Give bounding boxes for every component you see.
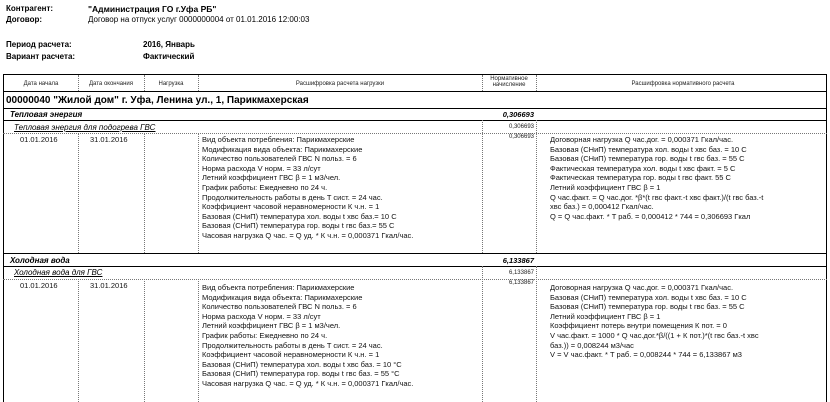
col-norm-calc: Расшифровка нормативного расчета <box>631 81 735 87</box>
cold-sub-value: 6,133867 <box>508 270 534 276</box>
cold-total: 6,133867 <box>502 256 534 265</box>
cold-end-date: 31.01.2016 <box>90 281 128 290</box>
cold-start-date: 01.01.2016 <box>20 281 58 290</box>
heat-total: 0,306693 <box>502 110 534 119</box>
cold-norm-calc: Договорная нагрузка Q час.дог. = 0,000371 Гкал/час. Базовая (СНиП) температура хол. воды t хвс баз. = 10 С Базовая (СНиП) температура гор. воды t гвс баз. = 55 С Летний коэффициент ГВС β = 1 Коэффициент потерь внутри помещения К пот. = 0 V час.факт. = 1000 * Q час.дог.*β/((1 + К пот.)*(t гвс баз.-t хвс баз.)) = 0,008244 м3/час V = V час.факт. * T раб. = 0,008244 * 744 = 6,133867 м3 <box>550 283 759 360</box>
contract-value: Договор на отпуск услуг 0000000004 от 01.01.2016 12:00:03 <box>88 15 310 24</box>
col-end-date: Дата окончания <box>88 81 133 87</box>
heat-start-date: 01.01.2016 <box>20 135 58 144</box>
contract-label: Договор: <box>6 15 43 24</box>
col-load: Нагрузка <box>158 81 184 87</box>
heat-load-calc: Вид объекта потребления: Парикмахерские Модификация вида объекта: Парикмахерские Количество пользователей ГВС N польз. = 6 Норма расхода V норм. = 33 л/сут Летний коэффициент ГВС β = 1 м3/чел. График работы: Ежедневно по 24 ч. Продолжительность работы в день T сист. = 24 час. Коэффициент часовой неравномерности К ч.н. = 1 Базовая (СНиП) температура хол. воды t хвс баз.= 10 С Базовая (СНиП) температура гор. воды t гвс баз.= 55 С Часовая нагрузка Q час. = Q уд. * К ч.н. = 0,000371 Гкал/час. <box>202 135 414 240</box>
heat-subsection-title: Тепловая энергия для подогрева ГВС <box>14 123 156 132</box>
heat-norm-calc: Договорная нагрузка Q час.дог. = 0,000371 Гкал/час. Базовая (СНиП) температура хол. воды t хвс баз. = 10 С Базовая (СНиП) температура гор. воды t гвс баз. = 55 С Фактическая температура хол. воды t хвс факт. = 5 С Фактическая температура гор. воды t гвс факт. 55 С Летний коэффициент ГВС β = 1 Q час.факт. = Q час.дог. *β*(t гвс факт.-t хвс факт.)/(t гвс баз.-t хвс баз.) = 0,000412 Гкал/час. Q = Q час.факт. * T раб. = 0,000412 * 744 = 0,306693 Гкал <box>550 135 764 221</box>
variant-value: Фактический <box>143 52 195 61</box>
cold-subsection-title: Холодная вода для ГВС <box>14 268 103 277</box>
period-label: Период расчета: <box>6 40 72 49</box>
group-title: 00000040 "Жилой дом" г. Уфа, Ленина ул., 1, Парикмахерская <box>6 95 309 106</box>
heat-section-title: Тепловая энергия <box>10 110 83 119</box>
contractor-label: Контрагент: <box>6 4 54 13</box>
cold-section-title: Холодная вода <box>10 256 70 265</box>
heat-sub-value: 0,306693 <box>508 124 534 130</box>
col-load-calc: Расшифровка расчета нагрузки <box>295 81 385 87</box>
period-value: 2016, Январь <box>143 40 195 49</box>
cold-row-value: 6,133867 <box>508 280 534 286</box>
cold-load-calc: Вид объекта потребления: Парикмахерские Модификация вида объекта: Парикмахерские Количество пользователей ГВС N польз. = 6 Норма расхода V норм. = 33 л/сут Летний коэффициент ГВС β = 1 м3/чел. График работы: Ежедневно по 24 ч. Продолжительность работы в день T сист. = 24 час. Коэффициент часовой неравномерности К ч.н. = 1 Базовая (СНиП) температура хол. воды t хвс баз. = 10 °С Базовая (СНиП) температура гор. воды t гвс баз. = 55 °С Часовая нагрузка Q час. = Q уд. * К ч.н. = 0,000371 Гкал/час. <box>202 283 414 388</box>
col-start-date: Дата начала <box>23 81 59 87</box>
variant-label: Вариант расчета: <box>6 52 76 61</box>
heat-row-value: 0,306693 <box>508 134 534 140</box>
col-norm-volume: Нормативное начисление <box>490 76 528 88</box>
contractor-value: "Администрация ГО г.Уфа РБ" <box>88 4 217 14</box>
heat-end-date: 31.01.2016 <box>90 135 128 144</box>
